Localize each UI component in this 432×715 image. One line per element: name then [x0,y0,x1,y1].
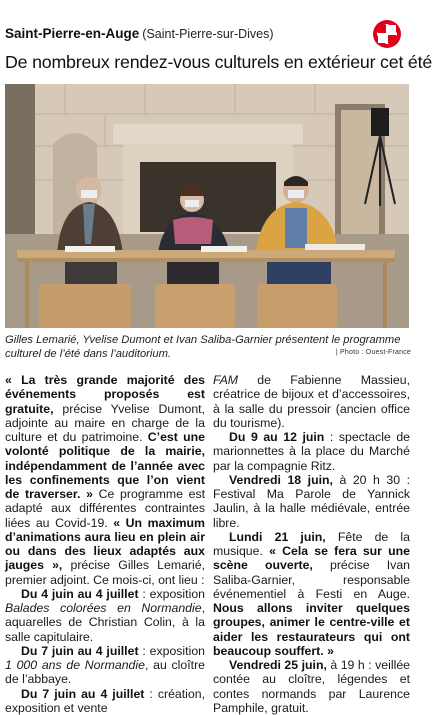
quote: C’est une volonté politique de la mairie, indépendamment de l’année avec les confinements que l’on vient de traverser. » [5,430,205,501]
event-item [213,658,410,715]
text: précise Yvelise Dumont, adjointe au maire en charge de la culture et du patrimoine. [5,402,205,445]
event-date: Du 9 au 12 juin [229,430,324,444]
event-date: Du 7 juin au 4 juillet [21,644,139,658]
event-text: , au cloître de l’abbaye. [5,658,205,686]
credit-name: Ouest-France [366,349,411,356]
quote: « Cela se fera sur une scène ouverte, [213,544,410,572]
photo-credit [336,349,411,356]
event-item-continued [213,373,410,430]
event-text: Fête de la musique. [213,530,410,558]
headline: De nombreux rendez-vous culturels en extérieur cet été [5,52,413,73]
event-item [213,530,410,658]
article-header [5,8,411,38]
event-item [213,473,410,530]
subtown-name: (Saint-Pierre-sur-Dives) [142,27,273,41]
photo-scene [5,84,409,328]
event-text: de Fabienne Massieu, créatrice de bijoux et d’accessoires, à la salle du pressoir (ancien office du tourisme). [213,373,410,430]
article-photo [5,84,409,328]
event-title: Balades colorées en Normandie [5,601,202,615]
event-date: Vendredi 25 juin, [229,658,327,672]
event-title: 1 000 ans de Normandie [5,658,145,672]
event-date: Vendredi 18 juin, [229,473,333,487]
article-paragraph [5,373,205,587]
town-name: Saint-Pierre-en-Auge [5,26,139,41]
event-title: FAM [213,373,238,387]
ouest-france-logo [373,20,401,48]
event-text: : création, exposition et vente [5,687,205,715]
event-item [5,587,205,644]
event-date: Lundi 21 juin, [229,530,326,544]
credit-prefix: | Photo : [336,349,364,356]
event-date: Du 4 juin au 4 juillet [21,587,139,601]
article-column-right [213,373,410,715]
quote: « La très grande majorité des événements proposés est gratuite, [5,373,205,416]
event-text: à 19 h : veillée contée au cloître, légendes et contes normands par Laurence Pamphile, gratuit. [213,658,410,715]
quote: Nous allons inviter quelques groupes, animer le centre-ville et aider les restaurateurs qui ont beaucoup souffert. » [213,601,410,658]
event-item [5,644,205,687]
event-text: , aquarelles de Christian Colin, à la salle capitulaire. [5,601,205,644]
event-item [213,430,410,473]
event-item [5,687,205,715]
article-column-left [5,373,205,715]
event-date: Du 7 juin au 4 juillet [21,687,144,701]
event-text: : exposition [139,644,205,658]
event-text: à 20 h 30 : Festival Ma Parole de Yannick Jaulin, à la halle médiévale, entrée libre. [213,473,410,530]
photo-caption: Gilles Lemarié, Yvelise Dumont et Ivan Saliba-Garnier présentent le programme culturel de l’été dans l’auditorium. [5,333,410,361]
text: Ce programme est adapté aux différentes contraintes liées au Covid-19. [5,487,205,530]
text: précise Gilles Lemarié, premier adjoint. Ce mois-ci, ont lieu : [5,558,205,586]
kicker [5,26,274,41]
event-text: précise Ivan Saliba-Garnier, responsable événementiel à Festi en Auge. [213,558,410,601]
event-text: : exposition [139,587,205,601]
event-text: : spectacle de marionnettes à la place du Marché par la compagnie Ritz. [213,430,410,473]
quote: « Un maximum d’animations aura lieu en plein air ou dans des lieux adaptés aux jauges », [5,516,205,573]
